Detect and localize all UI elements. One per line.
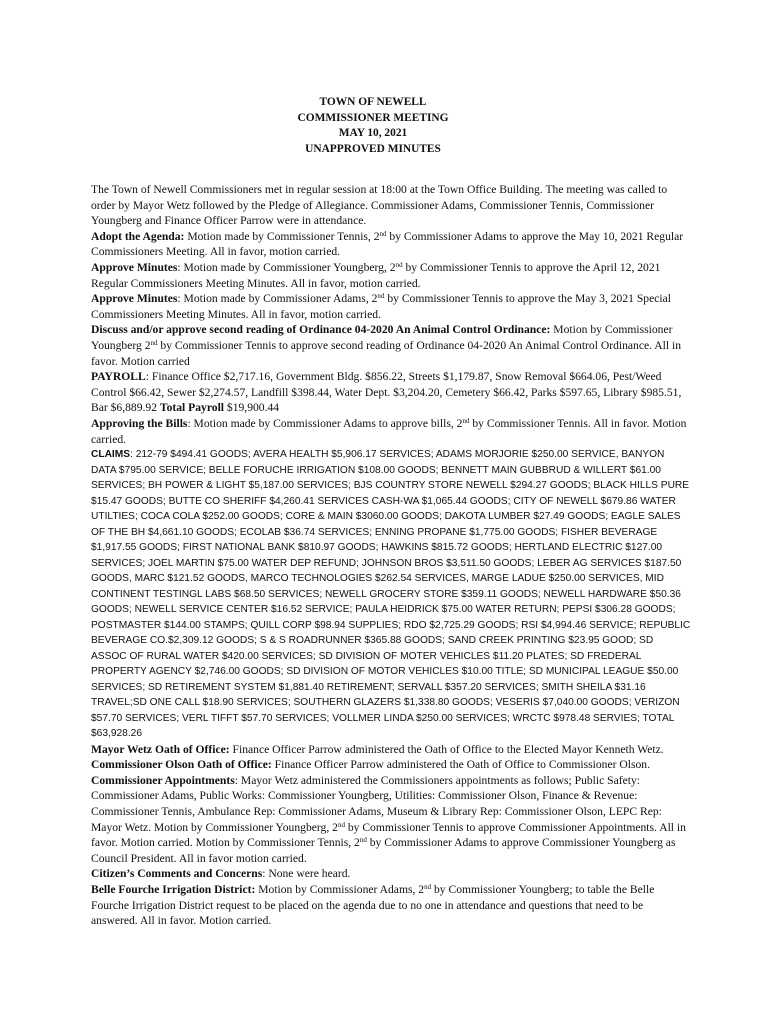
citizens-text: : None were heard.	[262, 867, 351, 881]
ordinal-suffix: nd	[377, 292, 385, 301]
ordinal-suffix: nd	[359, 836, 367, 845]
approve-minutes-text-post: by Commissioner Tennis to approve the May 3, 2021 Special Commissioners Meeting Minutes. All in favor, motion carried.	[91, 292, 671, 321]
ordinal-suffix: nd	[337, 820, 345, 829]
approving-bills-text-pre: : Motion made by Commissioner Adams to approve bills, 2	[187, 416, 463, 430]
belle-fourche-text-pre: Motion by Commissioner Adams, 2	[255, 882, 425, 896]
approve-minutes-text-pre: : Motion made by Commissioner Adams, 2	[177, 292, 378, 306]
claims-label: CLAIMS	[91, 449, 131, 461]
approve-minutes-paragraph-1	[91, 260, 691, 291]
ordinance-paragraph	[91, 322, 691, 369]
payroll-paragraph	[91, 369, 691, 416]
header-town: TOWN OF NEWELL	[319, 96, 427, 108]
header-meeting: COMMISSIONER MEETING	[297, 111, 449, 124]
adopt-agenda-paragraph	[91, 229, 691, 260]
mayor-oath-paragraph	[91, 742, 691, 758]
belle-fourche-paragraph	[91, 882, 691, 929]
belle-fourche-label: Belle Fourche Irrigation District:	[91, 882, 256, 896]
appointments-text-pre: : Mayor Wetz administered the Commissioners appointments as follows; Public Safety: Commissioner Adams, Public Works: Commissioner Youngberg, Utilities: Commissioner Olson, Finance & Revenue: Commissioner Tennis, Ambulance Rep: Commissioner Adams, Museum & Library Rep: Commissioner Olson, LEPC Rep: Mayor Wetz. Motion by Commissioner Youngberg, 2	[91, 773, 662, 834]
appointments-label: Commissioner Appointments	[91, 773, 235, 787]
approving-bills-text-post: by Commissioner Tennis. All in favor. Motion carried.	[91, 416, 687, 446]
appointments-paragraph	[91, 773, 691, 867]
citizens-label: Citizen’s Comments and Concerns	[91, 867, 263, 881]
ordinance-label: Discuss and/or approve second reading of Ordinance 04-2020 An Animal Control Ordinance:	[91, 323, 551, 337]
intro-paragraph: The Town of Newell Commissioners met in regular session at 18:00 at the Town Office Building. The meeting was called to order by Mayor Wetz followed by the Pledge of Allegiance. Commissioner Adams, Commissioner Tennis, Commissioner Youngberg and Finance Officer Parrow were in attendance.	[91, 183, 668, 228]
ordinance-text-pre: Motion by Commissioner Youngberg 2	[91, 323, 673, 352]
payroll-text: : Finance Office $2,717.16, Government Bldg. $856.22, Streets $1,179.87, Snow Removal $664.06, Pest/Weed Control $66.42, Sewer $2,274.57, Landfill $398.44, Water Dept. $3,204.20, Cemetery $66.42, Parks $597.65, Library $985.51, Bar $6,889.92	[91, 370, 682, 415]
minutes-body	[91, 182, 691, 929]
approve-minutes-label: Approve Minutes	[91, 260, 178, 274]
approve-minutes-paragraph-2	[91, 291, 691, 322]
payroll-label: PAYROLL	[91, 370, 146, 384]
adopt-agenda-label: Adopt the Agenda:	[91, 229, 185, 243]
belle-fourche-text-post: by Commissioner Youngberg; to table the Belle Fourche Irrigation District request to be placed on the agenda due to no one in attendance and questions that need to be answered. All in favor. Motion carried.	[91, 882, 655, 928]
appointments-text-mid: by Commissioner Tennis to approve Commissioner Appointments. All in favor. Motion carried. Motion by Commissioner Tennis, 2	[91, 820, 686, 850]
adopt-agenda-text-pre: Motion made by Commissioner Tennis, 2	[184, 229, 380, 243]
header-date: MAY 10, 2021	[338, 127, 408, 139]
olson-oath-paragraph	[91, 757, 691, 773]
ordinance-text-post: by Commissioner Tennis to approve second reading of Ordinance 04-2020 An Animal Control Ordinance. All in favor. Motion carried	[91, 338, 682, 368]
ordinal-suffix: nd	[395, 260, 403, 269]
approving-bills-label: Approving the Bills	[91, 416, 188, 430]
citizens-paragraph	[91, 866, 691, 882]
olson-oath-label: Commissioner Olson Oath of Office:	[91, 758, 272, 772]
mayor-oath-text: Finance Officer Parrow administered the Oath of Office to the Elected Mayor Kenneth Wetz.	[229, 742, 664, 756]
claims-text: : 212-79 $494.41 GOODS; AVERA HEALTH $5,906.17 SERVICES; ADAMS MORJORIE $250.00 SERVICE, BANYON DATA $795.00 SERVICE; BELLE FORUCHE IRRIGATION $108.00 GOODS; BENNETT MAIN GUBBRUD & WILLERT $61.00 SERVICES; BH POWER & LIGHT $5,187.00 SERVICES; BJS COUNTRY STORE NEWELL $294.27 GOODS; BLACK HILLS PURE $15.47 GOODS; BUTTE CO SHERIFF $4,260.41 SERVICES CASH-WA $1,065.44 GOODS; CITY OF NEWELL $679.86 WATER UTILTIES; COCA COLA $252.00 GOODS; CORE & MAIN $3060.00 GOODS; DAKOTA LUMBER $27.49 GOODS; EAGLE SALES OF THE BH $4,661.10 GOODS; ECOLAB $36.74 SERVICES; ENNING PROPANE $1,775.00 GOODS; FISHER BEVERAGE $1,917.55 GOODS; FIRST NATIONAL BANK $810.97 GOODS; HAWKINS $815.72 GOODS; HERTLAND ELECTRIC $127.00 SERVICES; JOEL MARTIN $75.00 WATER DEP REFUND; JOHNSON BROS $3,511.50 GOODS; LEBER AG SERVICES $187.50 GOODS, MARC $121.52 GOODS, MARCO TECHNOLOGIES $262.54 SERVICES, MARGE LADUE $250.00 SERVICES, MID CONTINENT TESTINGL LABS $68.50 SERVICES; NEWELL GROCERY STORE $359.11 GOODS; NEWELL HARDWARE $50.36 GOODS; NEWELL SERVICE CENTER $16.52 SERVICE; PAULA HEIDRICK $75.00 WATER RETURN; PEPSI $306.28 GOODS; POSTMASTER $144.00 STAMPS; QUILL CORP $98.94 SUPPLIES; RDO $2,725.29 GOODS; RSI $4,994.46 SERVICE; REPUBLIC BEVERAGE CO.$2,309.12 GOODS; S & S ROADRUNNER $365.88 GOODS; SAND CREEK PRINTING $23.95 GOOD; SD ASSOC OF RURAL WATER $420.00 SERVICES; SD DIVISION OF MOTER VEHICLES $11.20 PLATES; SD FREDERAL PROPERTY AGENCY $2,746.00 GOODS; SD DIVISION OF MOTOR VEHICLES $10.00 TITLE; SD MUNICIPAL LEAGUE $50.00 SERVICES; SD RETIREMENT SYSTEM $1,881.40 RETIREMENT; SERVALL $357.20 SERVICES; SMITH SHEILA $31.16 TRAVEL;SD ONE CALL $18.90 SERVICES; SOUTHERN GLAZERS $1,338.80 GOODS; VESERIS $7,040.00 GOODS; VERIZON $57.70 SERVICES; VERL TIFFT $57.70 SERVICES; VOLLMER LINDA $250.00 SERVICES; WRCTC $978.48 SERVIES; TOTAL $63,928.26	[91, 449, 691, 740]
olson-oath-text: Finance Officer Parrow administered the Oath of Office to Commissioner Olson.	[271, 758, 650, 772]
ordinal-suffix: nd	[379, 229, 387, 238]
approve-minutes-text-pre: : Motion made by Commissioner Youngberg, 2	[177, 260, 396, 274]
adopt-agenda-text-post: by Commissioner Adams to approve the May 10, 2021 Regular Commissioners Meeting. All in favor, motion carried.	[91, 229, 684, 259]
ordinal-suffix: nd	[150, 338, 158, 347]
payroll-total: $19,900.44	[224, 401, 280, 415]
mayor-oath-label: Mayor Wetz Oath of Office:	[91, 742, 230, 756]
approving-bills-paragraph	[91, 416, 691, 447]
ordinal-suffix: nd	[424, 882, 432, 891]
ordinal-suffix: nd	[462, 416, 470, 425]
document-header	[0, 95, 746, 157]
claims-paragraph	[91, 447, 691, 742]
approve-minutes-text-post: by Commissioner Tennis to approve the April 12, 2021 Regular Commissioners Meeting Minutes. All in favor, motion carried.	[91, 260, 661, 290]
approve-minutes-label: Approve Minutes	[91, 292, 178, 306]
header-status: UNAPPROVED MINUTES	[305, 142, 441, 155]
appointments-text-post: by Commissioner Adams to approve Commissioner Youngberg as Council President. All in favor motion carried.	[91, 836, 676, 865]
payroll-total-label: Total Payroll	[159, 401, 225, 415]
